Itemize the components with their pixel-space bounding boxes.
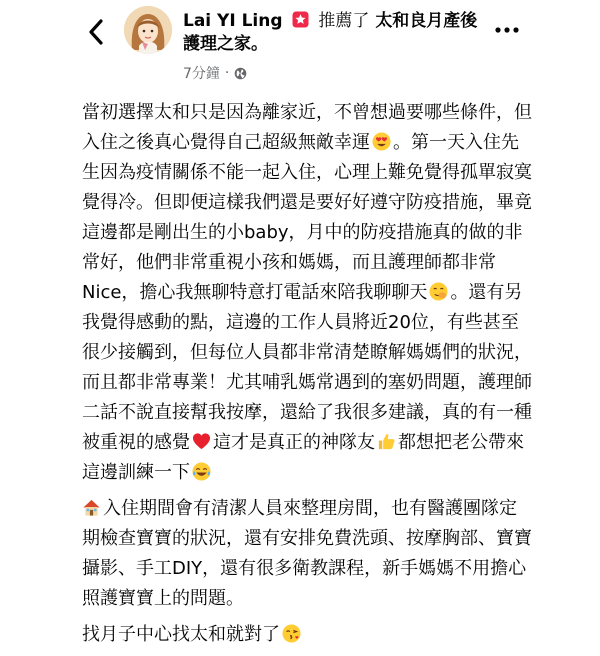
post-action: 推薦了 [318,11,370,31]
post-header [0,0,600,92]
recommended-page-name[interactable]: 太和良月產後護理之家。 [183,11,478,54]
author-avatar[interactable] [124,6,172,54]
back-button[interactable] [82,18,110,46]
post-body [82,98,532,656]
paragraph-1-text-b: 。第一天入住先生因為疫情關係不能一起入住，心理上難免覺得孤單寂寞覺得冷。但即便這樣我們還是要好好遵守防疫措施，畢竟這邊都是剛出生的小baby，月中的防疫措施真的做的非常好，他們非常重視小孩和媽媽，而且護理師都非常Nice，擔心我無聊特意打電話來陪我聊聊天 [82,132,532,303]
red-heart-emoji-icon [192,432,211,451]
hand-over-mouth-emoji-icon [429,282,448,301]
thumbs-up-emoji-icon [377,432,396,451]
avatar-illustration [124,6,172,54]
house-emoji-icon [82,498,101,517]
post-paragraph-1 [82,98,532,488]
more-horizontal-icon [495,27,519,33]
paragraph-1-text-e: 都想把老公帶來這邊訓練一下 [82,432,524,483]
kiss-emoji-icon [282,624,301,643]
post-timestamp[interactable]: 7分鐘 [183,66,220,82]
heart-eyes-emoji-icon [372,132,391,151]
post-paragraph-3 [82,620,532,650]
paragraph-2-text: 入住期間會有清潔人員來整理房間，也有醫護團隊定期檢查寶寶的狀況，還有安排免費洗頭、按摩胸部、寶寶攝影、手工DIY，還有很多衛教課程，新手媽媽不用擔心照護寶寶上的問題。 [82,498,532,609]
meta-separator: · [224,65,230,81]
paragraph-1-text-c: 。還有另我覺得感動的點，這邊的工作人員將近20位，有些甚至很少接觸到，但每位人員都非常清楚瞭解媽媽們的狀況，而且都非常專業！尤其哺乳媽常遇到的塞奶問題，護理師二話不說直接幫我按摩，還給了我很多建議，真的有一種被重視的感覺 [82,282,532,453]
recommend-badge-icon [292,11,309,28]
tears-of-joy-emoji-icon [192,462,211,481]
chevron-left-icon [88,19,104,45]
paragraph-1-text-d: 這才是真正的神隊友 [213,432,375,453]
more-options-button[interactable] [492,20,522,40]
paragraph-3-text: 找月子中心找太和就對了 [82,624,280,645]
post-paragraph-2 [82,494,532,614]
globe-icon [234,67,247,80]
post-headline [183,10,483,56]
post-meta [183,63,247,83]
author-name[interactable]: Lai YI Ling [183,11,283,31]
paragraph-1-text-a: 當初選擇太和只是因為離家近，不曾想過要哪些條件，但入住之後真心覺得自己超級無敵幸運 [82,102,532,153]
